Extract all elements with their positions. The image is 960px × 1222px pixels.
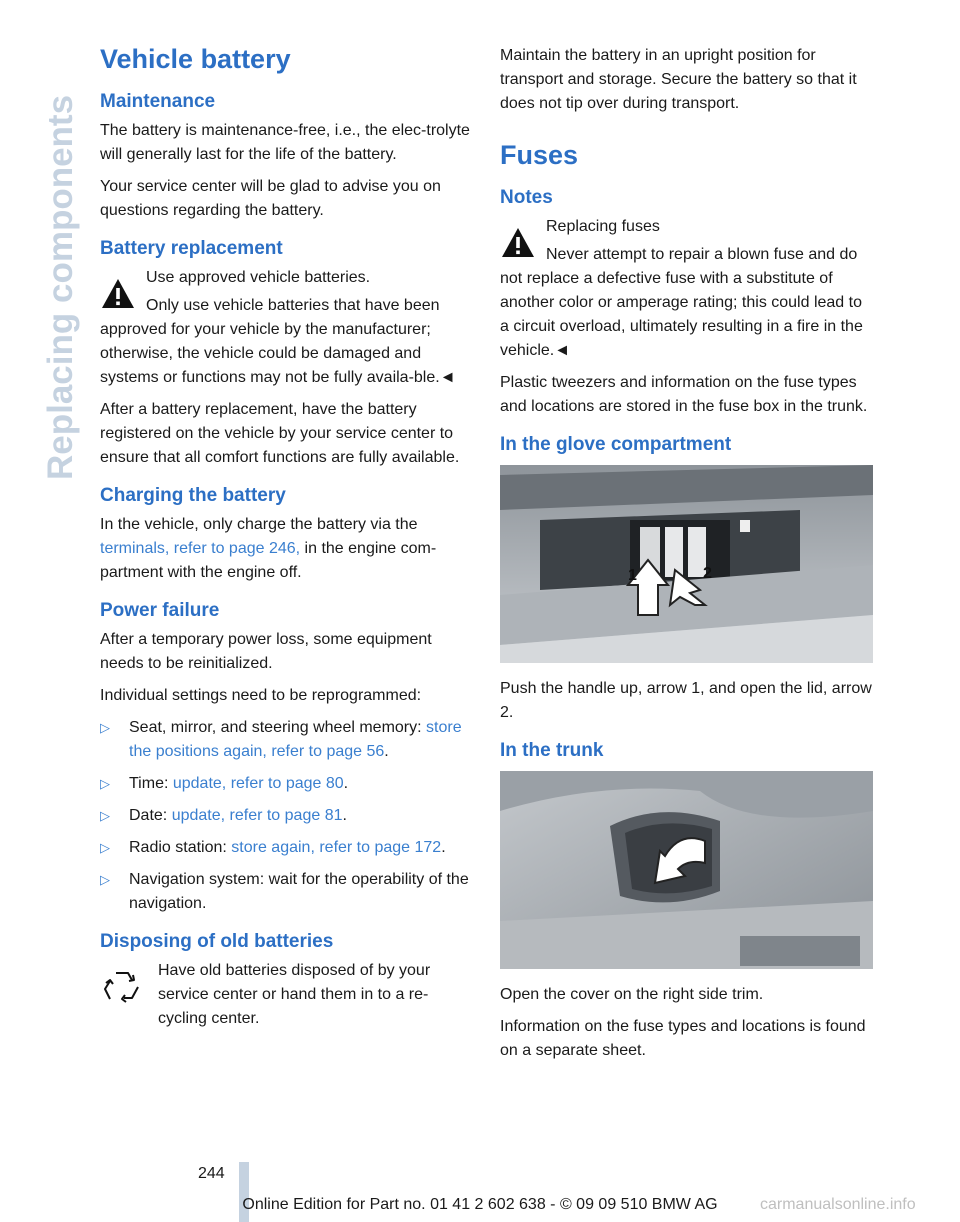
charging-p bbox=[100, 513, 475, 585]
warning-icon bbox=[500, 225, 536, 261]
bullet-triangle-icon: ▷ bbox=[100, 840, 110, 855]
recycle-icon bbox=[100, 965, 144, 1009]
watermark: carmanualsonline.info bbox=[760, 1196, 916, 1213]
disposing-block bbox=[100, 959, 475, 1031]
list-item-link[interactable]: update, refer to page 81 bbox=[171, 807, 343, 824]
transport-p: Maintain the battery in an upright position for transport and storage. Secure the battery so that it does not tip over during transport. bbox=[500, 47, 857, 112]
fuses-warning-title: Replacing fuses bbox=[546, 218, 660, 235]
replacement-warning-body: Only use vehicle batteries that have been approved for your vehicle by the manufacturer; otherwise, the vehicle could be damaged and systems or functions may not be fully availa-ble.◄ bbox=[100, 297, 456, 386]
list-item bbox=[100, 716, 475, 764]
fuses-warning-body: Never attempt to repair a blown fuse and do not replace a defective fuse with a substitute of another color or amperage rating; this could lead to a circuit overload, ultimately resulting in a fire in the vehicle.◄ bbox=[500, 246, 863, 359]
power-p1: After a temporary power loss, some equipment needs to be reinitialized. bbox=[100, 631, 432, 672]
bullet-triangle-icon: ▷ bbox=[100, 720, 110, 735]
list-item-end: . bbox=[343, 775, 349, 792]
list-item-text: Date: bbox=[129, 807, 172, 824]
list-item-end: . bbox=[342, 807, 347, 824]
list-item-text: Seat, mirror, and steering wheel memory: bbox=[129, 719, 427, 736]
power-p2: Individual settings need to be reprogrammed: bbox=[100, 687, 422, 704]
disposing-p1: Have old batteries disposed of by your service center or hand them in to a re-cycling center. bbox=[158, 962, 431, 1027]
fuses-warning bbox=[500, 215, 875, 363]
list-item-link[interactable]: update, refer to page 80 bbox=[172, 775, 344, 792]
trunk-heading: In the trunk bbox=[500, 740, 604, 761]
fuses-title: Fuses bbox=[500, 140, 579, 170]
tweezers-p: Plastic tweezers and information on the fuse types and locations are stored in the fuse box in the trunk. bbox=[500, 374, 868, 415]
glove-compartment-photo bbox=[500, 465, 873, 663]
charging-text-post: in the engine com-partment with the engine off. bbox=[100, 540, 437, 581]
right-column bbox=[500, 44, 875, 1071]
list-item-link[interactable]: store again, refer to page 172 bbox=[231, 839, 442, 856]
list-item-link[interactable]: store the positions again, refer to page 56 bbox=[129, 719, 462, 760]
replacement-warning-title: Use approved vehicle batteries. bbox=[146, 269, 371, 286]
list-item bbox=[100, 868, 475, 916]
page-number: 244 bbox=[198, 1165, 225, 1182]
power-list bbox=[100, 716, 475, 916]
maintenance-p1: The battery is maintenance-free, i.e., the elec-trolyte will generally last for the life of the battery. bbox=[100, 122, 470, 163]
trunk-caption-1: Open the cover on the right side trim. bbox=[500, 986, 764, 1003]
bullet-triangle-icon: ▷ bbox=[100, 872, 110, 887]
power-heading: Power failure bbox=[100, 600, 220, 621]
footer-edition: Online Edition for Part no. 01 41 2 602 638 - © 09 09 510 BMW AG bbox=[242, 1196, 718, 1213]
list-item bbox=[100, 772, 475, 796]
list-item-end: . bbox=[441, 839, 446, 856]
replacement-warning bbox=[100, 266, 475, 390]
sidebar bbox=[18, 40, 80, 480]
list-item bbox=[100, 804, 475, 828]
notes-heading: Notes bbox=[500, 187, 553, 208]
disposing-heading: Disposing of old batteries bbox=[100, 931, 334, 952]
maintenance-p2: Your service center will be glad to advise you on questions regarding the battery. bbox=[100, 178, 441, 219]
arrow-2-label: 2 bbox=[703, 565, 712, 582]
charging-text: In the vehicle, only charge the battery via the bbox=[100, 516, 418, 533]
warning-icon bbox=[100, 276, 136, 312]
sidebar-section-title: Replacing components bbox=[41, 94, 80, 480]
arrow-1-label: 1 bbox=[628, 567, 637, 584]
replacement-p1: After a battery replacement, have the battery registered on the vehicle by your service center to ensure that all comfort functions are fully available. bbox=[100, 401, 460, 466]
charging-heading: Charging the battery bbox=[100, 485, 286, 506]
left-column bbox=[100, 42, 475, 1039]
trunk-photo bbox=[500, 771, 873, 969]
list-item bbox=[100, 836, 475, 860]
list-item-end: . bbox=[384, 743, 389, 760]
trunk-caption-2: Information on the fuse types and locations is found on a separate sheet. bbox=[500, 1018, 866, 1059]
list-item-text: Time: bbox=[129, 775, 173, 792]
bullet-triangle-icon: ▷ bbox=[100, 808, 110, 823]
charging-link[interactable]: terminals, refer to page 246, bbox=[100, 540, 301, 557]
list-item-text: Navigation system: wait for the operability of the navigation. bbox=[129, 871, 469, 912]
replacement-heading: Battery replacement bbox=[100, 238, 283, 259]
list-item-text: Radio station: bbox=[129, 839, 232, 856]
glove-caption: Push the handle up, arrow 1, and open the lid, arrow 2. bbox=[500, 680, 872, 721]
bullet-triangle-icon: ▷ bbox=[100, 776, 110, 791]
maintenance-heading: Maintenance bbox=[100, 91, 216, 112]
page-title: Vehicle battery bbox=[100, 44, 291, 74]
glove-heading: In the glove compartment bbox=[500, 434, 732, 455]
